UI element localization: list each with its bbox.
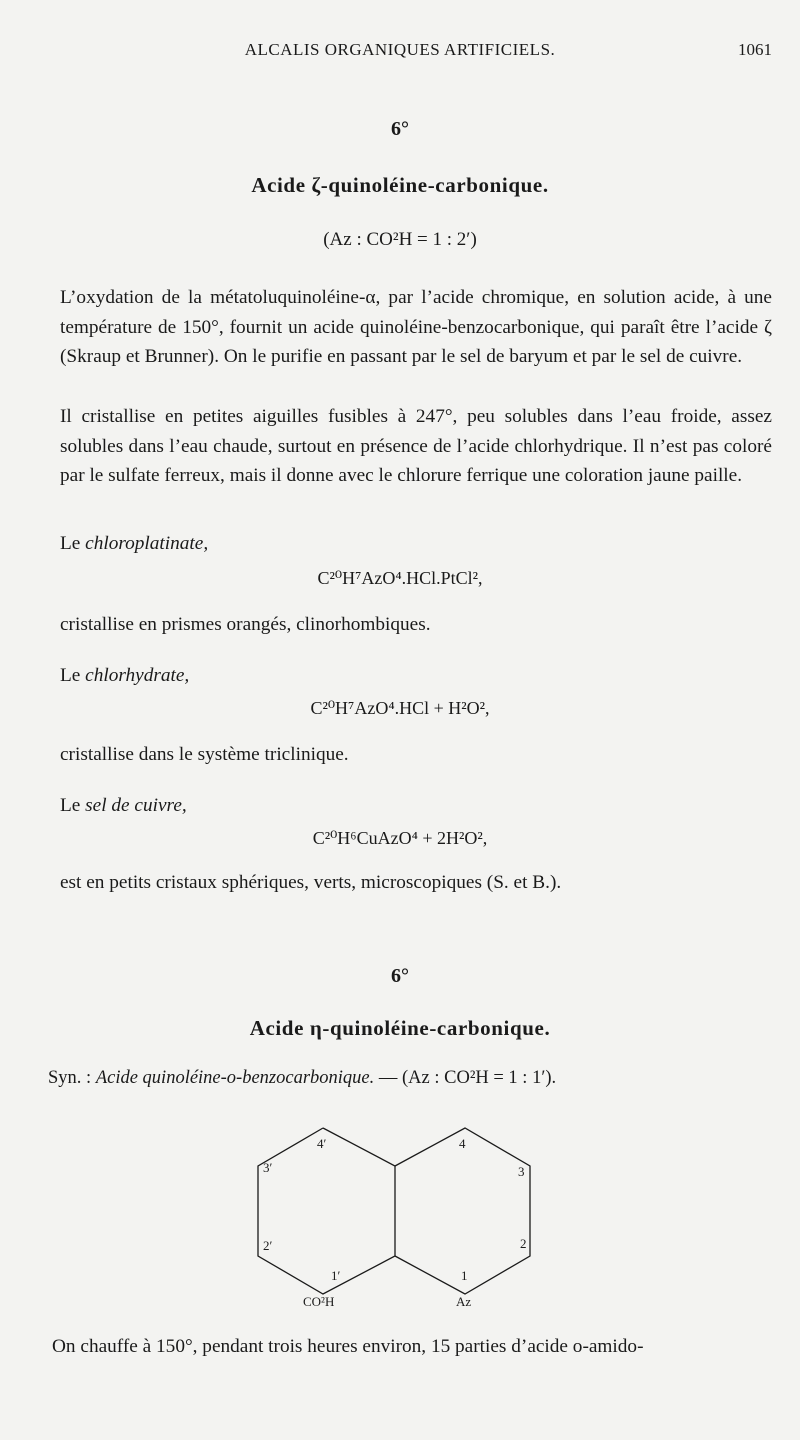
label-az: Az xyxy=(456,1294,472,1309)
running-head xyxy=(0,38,800,66)
label-2: 2 xyxy=(520,1236,527,1251)
section-number: 6° xyxy=(391,965,409,987)
formula-ratio: (Az : CO²H = 1 : 2′) xyxy=(323,229,477,250)
label-name: sel de cuivre, xyxy=(85,795,187,816)
paragraph: Il cristallise en petites aiguilles fusibles à 247°, peu solubles dans l’eau froide, assez solubles dans l’eau chaude, surtout en présence de l’acide chlorhydrique. Il n’est pas coloré par le sulfate ferreux, mais il donne avec le chlorure ferrique une coloration jaune paille. xyxy=(60,406,772,486)
section-number: 6° xyxy=(391,118,409,140)
chloroplatinate-label xyxy=(60,533,208,555)
label-3: 3 xyxy=(518,1164,525,1179)
chemical-formula: C²⁰H⁷AzO⁴.HCl + H²O², xyxy=(310,698,490,718)
label-co2h: CO²H xyxy=(303,1294,335,1309)
label-prefix: Le xyxy=(60,533,86,554)
section-title: Acide ζ-quinoléine-carbonique. xyxy=(251,173,549,197)
label-prefix: Le xyxy=(60,665,86,686)
label-1: 1 xyxy=(461,1268,468,1283)
description-line: est en petits cristaux sphériques, verts, microscopiques (S. et B.). xyxy=(60,872,562,893)
syn-name: Acide quinoléine-o-benzocarbonique. xyxy=(95,1068,375,1088)
label-1prime: 1′ xyxy=(331,1268,341,1283)
sel-de-cuivre-label xyxy=(60,795,187,817)
synonym-line xyxy=(48,1068,556,1089)
chlorhydrate-label xyxy=(60,665,189,687)
label-2prime: 2′ xyxy=(263,1238,273,1253)
chemical-formula: C²⁰H⁶CuAzO⁴ + 2H²O², xyxy=(312,828,488,848)
label-name: chloroplatinate, xyxy=(85,533,209,554)
syn-ratio: — (Az : CO²H = 1 : 1′). xyxy=(374,1068,557,1088)
paragraph: L’oxydation de la métatoluquinoléine-α, par l’acide chromique, en solution acide, à une température de 150°, fournit un acide quinoléine-benzocarbonique, qui paraît être l’acide ζ (Skraup et Brunner). On le purifie en passant par le sel de baryum et par le sel de cuivre. xyxy=(60,287,772,367)
left-ring xyxy=(258,1128,395,1294)
ring-bonds xyxy=(258,1128,530,1294)
quinoline-structure-diagram xyxy=(0,1120,800,1320)
label-3prime: 3′ xyxy=(263,1160,273,1175)
page-number: 1061 xyxy=(738,40,772,59)
running-title: ALCALIS ORGANIQUES ARTIFICIELS. xyxy=(244,40,556,59)
label-prefix: Le xyxy=(60,795,86,816)
syn-label: Syn. : xyxy=(48,1068,96,1088)
description-line: cristallise dans le système triclinique. xyxy=(60,744,349,765)
chemical-formula: C²⁰H⁷AzO⁴.HCl.PtCl², xyxy=(317,568,483,588)
description-line: cristallise en prismes orangés, clinorhombiques. xyxy=(60,614,431,635)
final-line: On chauffe à 150°, pendant trois heures environ, 15 parties d’acide o-amido- xyxy=(52,1336,644,1357)
label-name: chlorhydrate, xyxy=(85,665,190,686)
section-title: Acide η-quinoléine-carbonique. xyxy=(249,1016,551,1040)
label-4: 4 xyxy=(459,1136,466,1151)
label-4prime: 4′ xyxy=(317,1136,327,1151)
